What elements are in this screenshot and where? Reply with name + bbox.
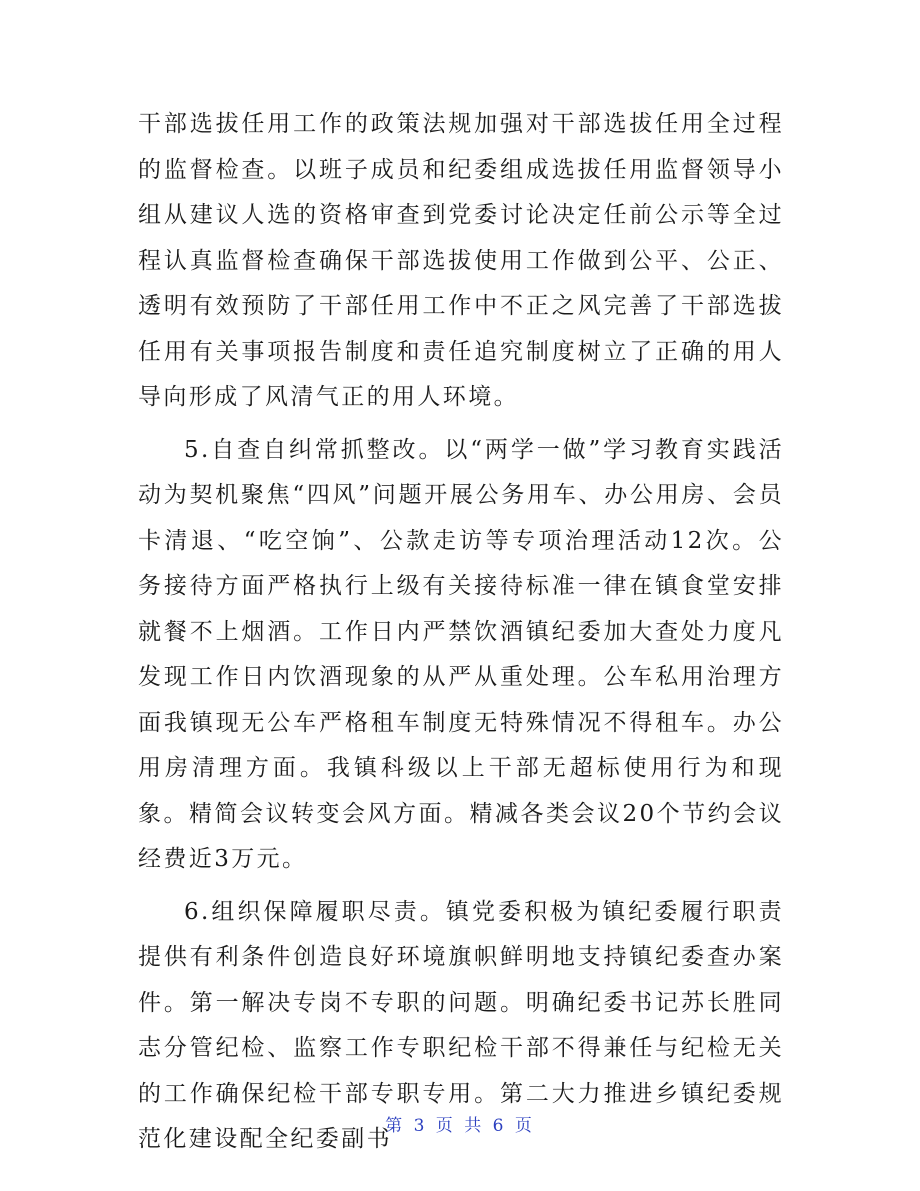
page-number-footer: 第 3 页 共 6 页 [385,1116,535,1136]
paragraph-selection-supervision: 干部选拔任用工作的政策法规加强对干部选拔任用全过程的监督检查。以班子成员和纪委组成选拔任用监督领导小组从建议人选的资格审查到党委讨论决定任前公示等全过程认真监督检查确保干部选拔使用工作做到公平、公正、透明有效预防了干部任用工作中不正之风完善了干部选拔任用有关事项报告制度和责任追究制度树立了正确的用人导向形成了风清气正的用人环境。 [138,111,784,410]
document-body [138,102,784,1163]
paragraph-self-inspection: 5.自查自纠常抓整改。以“两学一做”学习教育实践活动为契机聚焦“四风”问题开展公务用车、办公用房、会员卡清退、“吃空饷”、公款走访等专项治理活动12次。公务接待方面严格执行上级有关接待标准一律在镇食堂安排就餐不上烟酒。工作日内严禁饮酒镇纪委加大查处力度凡发现工作日内饮酒现象的从严从重处理。公车私用治理方面我镇现无公车严格租车制度无特殊情况不得租车。办公用房清理方面。我镇科级以上干部无超标使用行为和现象。精简会议转变会风方面。精减各类会议20个节约会议经费近3万元。 [138,436,784,872]
paragraph-organizational-support: 6.组织保障履职尽责。镇党委积极为镇纪委履行职责提供有利条件创造良好环境旗帜鲜明地支持镇纪委查办案件。第一解决专岗不专职的问题。明确纪委书记苏长胜同志分管纪检、监察工作专职纪检干部不得兼任与纪检无关的工作确保纪检干部专职专用。第二大力推进乡镇纪委规范化建设配全纪委副书 [138,898,784,1152]
